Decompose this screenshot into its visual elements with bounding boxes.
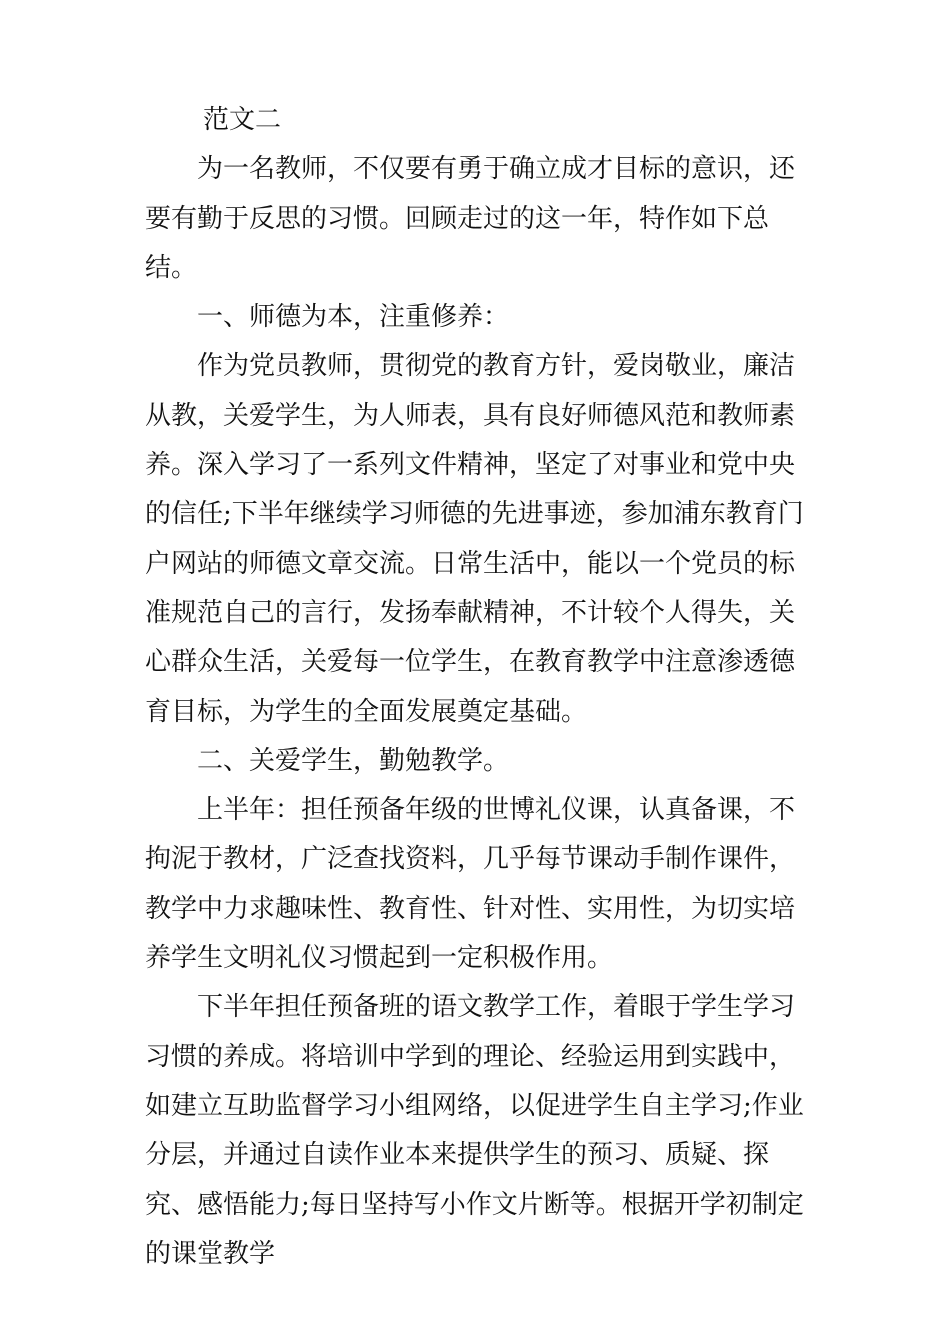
document-body	[145, 96, 820, 1279]
document-title: 范文二	[203, 105, 282, 135]
section-heading-teaching: 二、关爱学生，勤勉教学。	[197, 745, 510, 776]
paragraph-ethics: 作为党员教师，贯彻党的教育方针，爱岗敬业，廉洁从教，关爱学生，为人师表，具有良好师德风范和教师素养。深入学习了一系列文件精神，坚定了对事业和党中央的信任;下半年继续学习师德的先进事迹，参加浦东教育门户网站的师德文章交流。日常生活中，能以一个党员的标准规范自己的言行，发扬奉献精神，不计较个人得失，关心群众生活，关爱每一位学生，在教育教学中注意渗透德育目标，为学生的全面发展奠定基础。	[145, 351, 804, 727]
paragraph-intro: 为一名教师，不仅要有勇于确立成才目标的意识，还要有勤于反思的习惯。回顾走过的这一年，特作如下总结。	[145, 154, 796, 283]
section-heading-ethics: 一、师德为本，注重修养：	[197, 302, 510, 333]
paragraph-first-half-year: 上半年：担任预备年级的世博礼仪课，认真备课，不拘泥于教材，广泛查找资料，几乎每节课动手制作课件，教学中力求趣味性、教育性、针对性、实用性，为切实培养学生文明礼仪习惯起到一定积极作用。	[145, 795, 796, 974]
paragraph-second-half-year: 下半年担任预备班的语文教学工作，着眼于学生学习习惯的养成。将培训中学到的理论、经验运用到实践中，如建立互助监督学习小组网络，以促进学生自主学习;作业分层，并通过自读作业本来提供学生的预习、质疑、探究、感悟能力;每日坚持写小作文片断等。根据开学初制定的课堂教学	[145, 992, 804, 1269]
